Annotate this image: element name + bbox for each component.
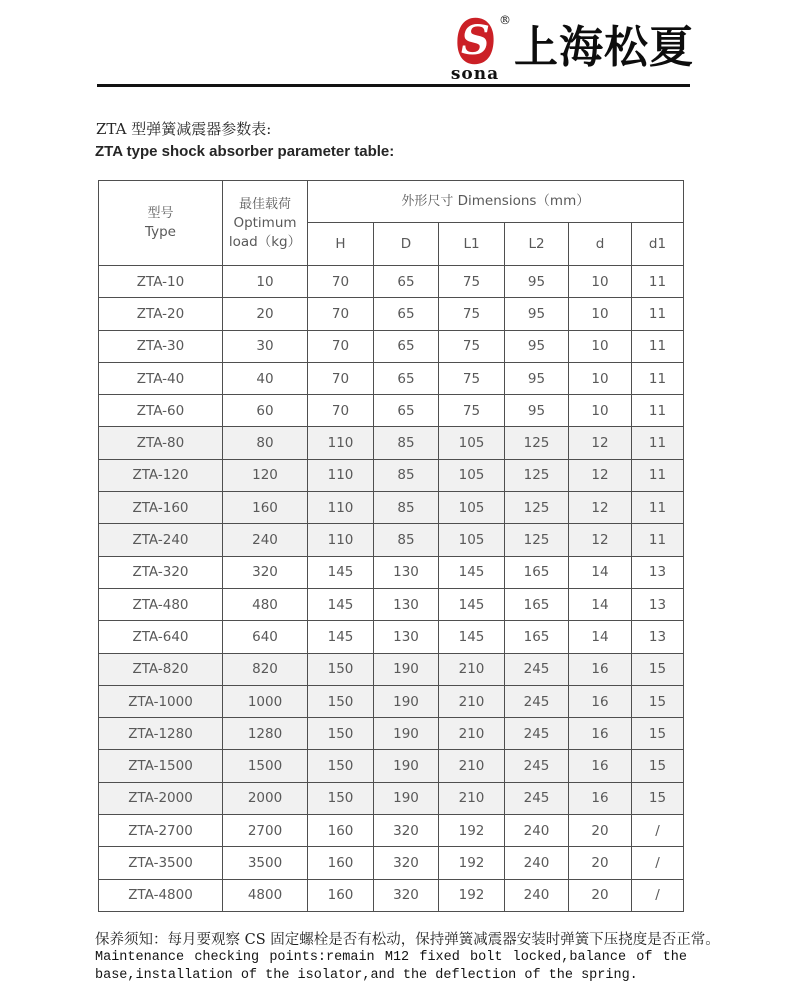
cell-dimension: 15	[632, 653, 684, 685]
table-row	[99, 588, 684, 620]
cell-dimension: 13	[632, 556, 684, 588]
table-row	[99, 459, 684, 491]
cell-dimension: 16	[569, 653, 632, 685]
column-header-d: d	[569, 223, 632, 266]
page-title-zh: ZTA 型弹簧减震器参数表:	[96, 120, 272, 138]
table-body	[99, 266, 684, 912]
cell-type: ZTA-640	[99, 621, 223, 653]
cell-dimension: 65	[374, 395, 439, 427]
column-header-type-en: Type	[144, 224, 176, 240]
cell-dimension: 20	[569, 879, 632, 911]
cell-dimension: 210	[439, 750, 505, 782]
column-header-load-zh: 最佳载荷	[238, 196, 291, 212]
cell-dimension: 320	[374, 879, 439, 911]
cell-dimension: 240	[505, 847, 569, 879]
cell-load: 3500	[223, 847, 308, 879]
cell-type: ZTA-20	[99, 298, 223, 330]
cell-dimension: 10	[569, 330, 632, 362]
cell-dimension: 65	[374, 298, 439, 330]
cell-dimension: 245	[505, 718, 569, 750]
cell-dimension: 145	[308, 556, 374, 588]
cell-dimension: 11	[632, 459, 684, 491]
company-name: 上海松夏	[514, 22, 694, 73]
cell-type: ZTA-120	[99, 459, 223, 491]
cell-load: 80	[223, 427, 308, 459]
cell-dimension: /	[632, 847, 684, 879]
cell-dimension: 240	[505, 879, 569, 911]
column-header-dimensions-zh: 外形尺寸	[401, 194, 454, 209]
table-row	[99, 815, 684, 847]
cell-dimension: 150	[308, 653, 374, 685]
cell-dimension: 11	[632, 298, 684, 330]
maintenance-note-zh: 保养须知：每月要观察 CS 固定螺栓是否有松动，保持弹簧减震器安装时弹簧下压挠度是否正常。	[95, 932, 720, 948]
cell-dimension: 65	[374, 362, 439, 394]
cell-dimension: 192	[439, 847, 505, 879]
cell-dimension: 11	[632, 395, 684, 427]
cell-dimension: /	[632, 879, 684, 911]
maintenance-note-en-line2: base,installation of the isolator,and the deflection of the spring.	[95, 968, 638, 983]
cell-load: 120	[223, 459, 308, 491]
cell-dimension: 145	[439, 556, 505, 588]
table-row	[99, 847, 684, 879]
cell-dimension: 105	[439, 427, 505, 459]
cell-dimension: 95	[505, 395, 569, 427]
registered-trademark-mark: ®	[499, 13, 511, 27]
column-header-load-en1: Optimum	[233, 214, 297, 231]
cell-dimension: 150	[308, 750, 374, 782]
logo-letter: S	[461, 17, 490, 64]
table-row	[99, 685, 684, 717]
cell-dimension: 12	[569, 524, 632, 556]
cell-dimension: 15	[632, 718, 684, 750]
cell-dimension: 95	[505, 266, 569, 298]
cell-dimension: 145	[439, 621, 505, 653]
cell-load: 2000	[223, 782, 308, 814]
cell-dimension: 320	[374, 815, 439, 847]
cell-dimension: 70	[308, 395, 374, 427]
cell-dimension: 245	[505, 750, 569, 782]
cell-load: 240	[223, 524, 308, 556]
cell-dimension: 95	[505, 330, 569, 362]
cell-dimension: 85	[374, 459, 439, 491]
cell-dimension: 85	[374, 492, 439, 524]
cell-dimension: 145	[308, 588, 374, 620]
cell-dimension: 95	[505, 362, 569, 394]
cell-load: 40	[223, 362, 308, 394]
cell-dimension: 105	[439, 459, 505, 491]
table-row	[99, 750, 684, 782]
cell-dimension: 210	[439, 782, 505, 814]
cell-dimension: 150	[308, 718, 374, 750]
cell-dimension: 110	[308, 524, 374, 556]
cell-dimension: 145	[308, 621, 374, 653]
cell-dimension: 16	[569, 750, 632, 782]
cell-dimension: 110	[308, 427, 374, 459]
cell-dimension: 105	[439, 524, 505, 556]
cell-dimension: 75	[439, 395, 505, 427]
cell-dimension: 165	[505, 556, 569, 588]
cell-dimension: 70	[308, 298, 374, 330]
column-header-l1: L1	[439, 223, 505, 266]
cell-type: ZTA-240	[99, 524, 223, 556]
cell-dimension: 75	[439, 266, 505, 298]
column-header-dimensions-en: Dimensions（mm）	[457, 193, 590, 209]
cell-dimension: 14	[569, 588, 632, 620]
cell-load: 20	[223, 298, 308, 330]
cell-load: 1280	[223, 718, 308, 750]
cell-load: 4800	[223, 879, 308, 911]
cell-dimension: 110	[308, 492, 374, 524]
cell-dimension: 190	[374, 685, 439, 717]
table-row	[99, 718, 684, 750]
cell-dimension: 16	[569, 782, 632, 814]
cell-dimension: 160	[308, 847, 374, 879]
cell-dimension: 70	[308, 330, 374, 362]
cell-dimension: 85	[374, 524, 439, 556]
cell-dimension: 190	[374, 653, 439, 685]
cell-type: ZTA-160	[99, 492, 223, 524]
cell-type: ZTA-480	[99, 588, 223, 620]
cell-dimension: 125	[505, 492, 569, 524]
cell-dimension: 14	[569, 556, 632, 588]
cell-dimension: 15	[632, 685, 684, 717]
cell-type: ZTA-1000	[99, 685, 223, 717]
cell-dimension: 320	[374, 847, 439, 879]
cell-dimension: 14	[569, 621, 632, 653]
maintenance-note-en-line1: Maintenance checking points:remain M12 fixed bolt locked,balance of the	[95, 950, 687, 965]
cell-dimension: 150	[308, 782, 374, 814]
cell-dimension: 70	[308, 266, 374, 298]
table-row	[99, 492, 684, 524]
cell-dimension: 16	[569, 685, 632, 717]
cell-dimension: 125	[505, 459, 569, 491]
cell-dimension: 210	[439, 653, 505, 685]
cell-dimension: 245	[505, 685, 569, 717]
cell-dimension: 150	[308, 685, 374, 717]
cell-load: 320	[223, 556, 308, 588]
cell-type: ZTA-2700	[99, 815, 223, 847]
cell-load: 2700	[223, 815, 308, 847]
cell-dimension: 190	[374, 750, 439, 782]
cell-dimension: 70	[308, 362, 374, 394]
cell-dimension: 11	[632, 427, 684, 459]
cell-dimension: 11	[632, 266, 684, 298]
cell-load: 820	[223, 653, 308, 685]
column-header-load	[223, 181, 308, 266]
cell-type: ZTA-60	[99, 395, 223, 427]
cell-dimension: 65	[374, 266, 439, 298]
cell-load: 640	[223, 621, 308, 653]
cell-dimension: 145	[439, 588, 505, 620]
cell-dimension: 210	[439, 685, 505, 717]
table-row	[99, 362, 684, 394]
cell-type: ZTA-3500	[99, 847, 223, 879]
cell-dimension: 12	[569, 459, 632, 491]
cell-dimension: 20	[569, 815, 632, 847]
cell-dimension: 85	[374, 427, 439, 459]
table-row	[99, 427, 684, 459]
cell-dimension: 105	[439, 492, 505, 524]
cell-dimension: 245	[505, 782, 569, 814]
cell-dimension: 190	[374, 782, 439, 814]
cell-load: 160	[223, 492, 308, 524]
header-divider	[97, 84, 690, 87]
table-row	[99, 621, 684, 653]
cell-dimension: 10	[569, 395, 632, 427]
cell-dimension: 240	[505, 815, 569, 847]
cell-type: ZTA-80	[99, 427, 223, 459]
cell-dimension: 13	[632, 621, 684, 653]
cell-type: ZTA-820	[99, 653, 223, 685]
brand-name: sona	[450, 64, 500, 84]
cell-dimension: 10	[569, 298, 632, 330]
cell-load: 10	[223, 266, 308, 298]
cell-dimension: 160	[308, 879, 374, 911]
cell-dimension: 11	[632, 524, 684, 556]
column-header-l2: L2	[505, 223, 569, 266]
cell-dimension: 75	[439, 362, 505, 394]
cell-load: 1500	[223, 750, 308, 782]
column-header-type	[99, 181, 223, 266]
cell-dimension: 75	[439, 298, 505, 330]
cell-dimension: 125	[505, 427, 569, 459]
cell-dimension: 125	[505, 524, 569, 556]
cell-dimension: 110	[308, 459, 374, 491]
cell-dimension: 165	[505, 621, 569, 653]
table-row	[99, 556, 684, 588]
sona-logo-icon	[456, 17, 495, 65]
cell-type: ZTA-10	[99, 266, 223, 298]
table-row	[99, 782, 684, 814]
column-header-d: D	[374, 223, 439, 266]
column-header-type-zh: 型号	[147, 206, 174, 221]
cell-dimension: 130	[374, 556, 439, 588]
maintenance-notes	[95, 931, 720, 985]
cell-dimension: 11	[632, 362, 684, 394]
table-row	[99, 524, 684, 556]
cell-dimension: /	[632, 815, 684, 847]
table-row	[99, 266, 684, 298]
cell-dimension: 15	[632, 782, 684, 814]
cell-dimension: 165	[505, 588, 569, 620]
cell-dimension: 192	[439, 879, 505, 911]
cell-dimension: 20	[569, 847, 632, 879]
table-row	[99, 653, 684, 685]
cell-type: ZTA-320	[99, 556, 223, 588]
column-header-d1: d1	[632, 223, 684, 266]
cell-dimension: 245	[505, 653, 569, 685]
column-header-dimensions	[308, 181, 684, 223]
table-row	[99, 395, 684, 427]
cell-load: 480	[223, 588, 308, 620]
cell-dimension: 65	[374, 330, 439, 362]
cell-load: 1000	[223, 685, 308, 717]
column-header-h: H	[308, 223, 374, 266]
cell-dimension: 190	[374, 718, 439, 750]
table-row	[99, 330, 684, 362]
cell-dimension: 192	[439, 815, 505, 847]
cell-dimension: 12	[569, 427, 632, 459]
cell-dimension: 75	[439, 330, 505, 362]
cell-type: ZTA-30	[99, 330, 223, 362]
page-title-en: ZTA type shock absorber parameter table:	[95, 143, 395, 160]
cell-dimension: 13	[632, 588, 684, 620]
cell-dimension: 11	[632, 492, 684, 524]
cell-dimension: 16	[569, 718, 632, 750]
cell-type: ZTA-2000	[99, 782, 223, 814]
cell-dimension: 15	[632, 750, 684, 782]
cell-dimension: 10	[569, 266, 632, 298]
column-header-load-en2: load（kg）	[228, 233, 302, 250]
cell-dimension: 95	[505, 298, 569, 330]
cell-type: ZTA-4800	[99, 879, 223, 911]
cell-dimension: 10	[569, 362, 632, 394]
table-row	[99, 879, 684, 911]
cell-dimension: 160	[308, 815, 374, 847]
cell-dimension: 11	[632, 330, 684, 362]
cell-load: 30	[223, 330, 308, 362]
cell-type: ZTA-40	[99, 362, 223, 394]
cell-dimension: 210	[439, 718, 505, 750]
cell-dimension: 130	[374, 621, 439, 653]
table-row	[99, 298, 684, 330]
cell-type: ZTA-1280	[99, 718, 223, 750]
cell-load: 60	[223, 395, 308, 427]
parameter-table	[98, 180, 684, 912]
cell-dimension: 130	[374, 588, 439, 620]
cell-dimension: 12	[569, 492, 632, 524]
cell-type: ZTA-1500	[99, 750, 223, 782]
